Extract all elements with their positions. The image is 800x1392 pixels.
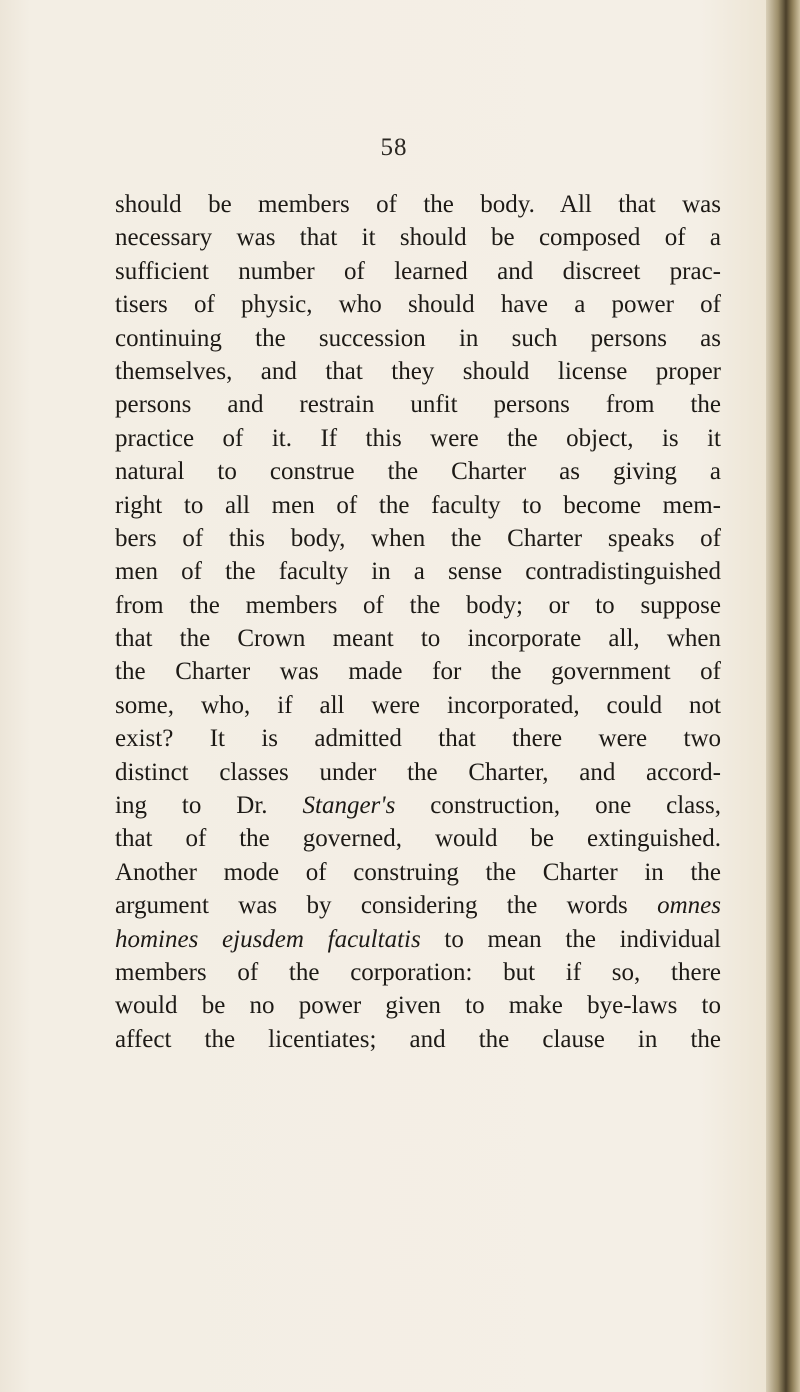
text-line: distinct classes under the Charter, and accord- [115,758,721,786]
text-line: natural to construe the Charter as giving a [115,458,721,486]
body-text [115,188,721,1056]
text-line: that the Crown meant to incorporate all, when [115,625,721,653]
text-line: right to all men of the faculty to become mem- [115,491,721,519]
text-line: members of the corporation: but if so, there [115,958,721,986]
text-line: some, who, if all were incorporated, could not [115,691,721,719]
text-line: themselves, and that they should license proper [115,357,721,385]
page-number: 58 [380,134,408,161]
text-line: persons and restrain unfit persons from the [115,391,721,419]
text-line: should be members of the body. All that was [115,191,721,218]
text-line: ing to Dr. Stanger's construction, one class, [115,792,721,820]
text-line: necessary was that it should be composed of a [115,224,721,252]
text-line: sufficient number of learned and discreet prac- [115,257,721,285]
text-line: the Charter was made for the government of [115,658,721,686]
text-line: tisers of physic, who should have a power of [115,291,721,319]
text-line: from the members of the body; or to suppose [115,591,721,619]
text-line: homines ejusdem facultatis to mean the individual [115,925,721,953]
text-line: practice of it. If this were the object, is it [115,424,721,452]
book-spine-edge [766,0,800,1392]
text-line: exist? It is admitted that there were two [115,725,721,753]
text-line: men of the faculty in a sense contradistinguished [115,558,721,586]
text-line: bers of this body, when the Charter speaks of [115,524,721,552]
text-line: that of the governed, would be extinguished. [115,825,721,853]
text-line: affect the licentiates; and the clause in the [115,1025,721,1053]
text-line: argument was by considering the words omnes [115,892,721,920]
text-line: continuing the succession in such persons as [115,324,721,352]
text-line: would be no power given to make bye-laws to [115,992,721,1020]
text-line: Another mode of construing the Charter in the [115,858,721,886]
